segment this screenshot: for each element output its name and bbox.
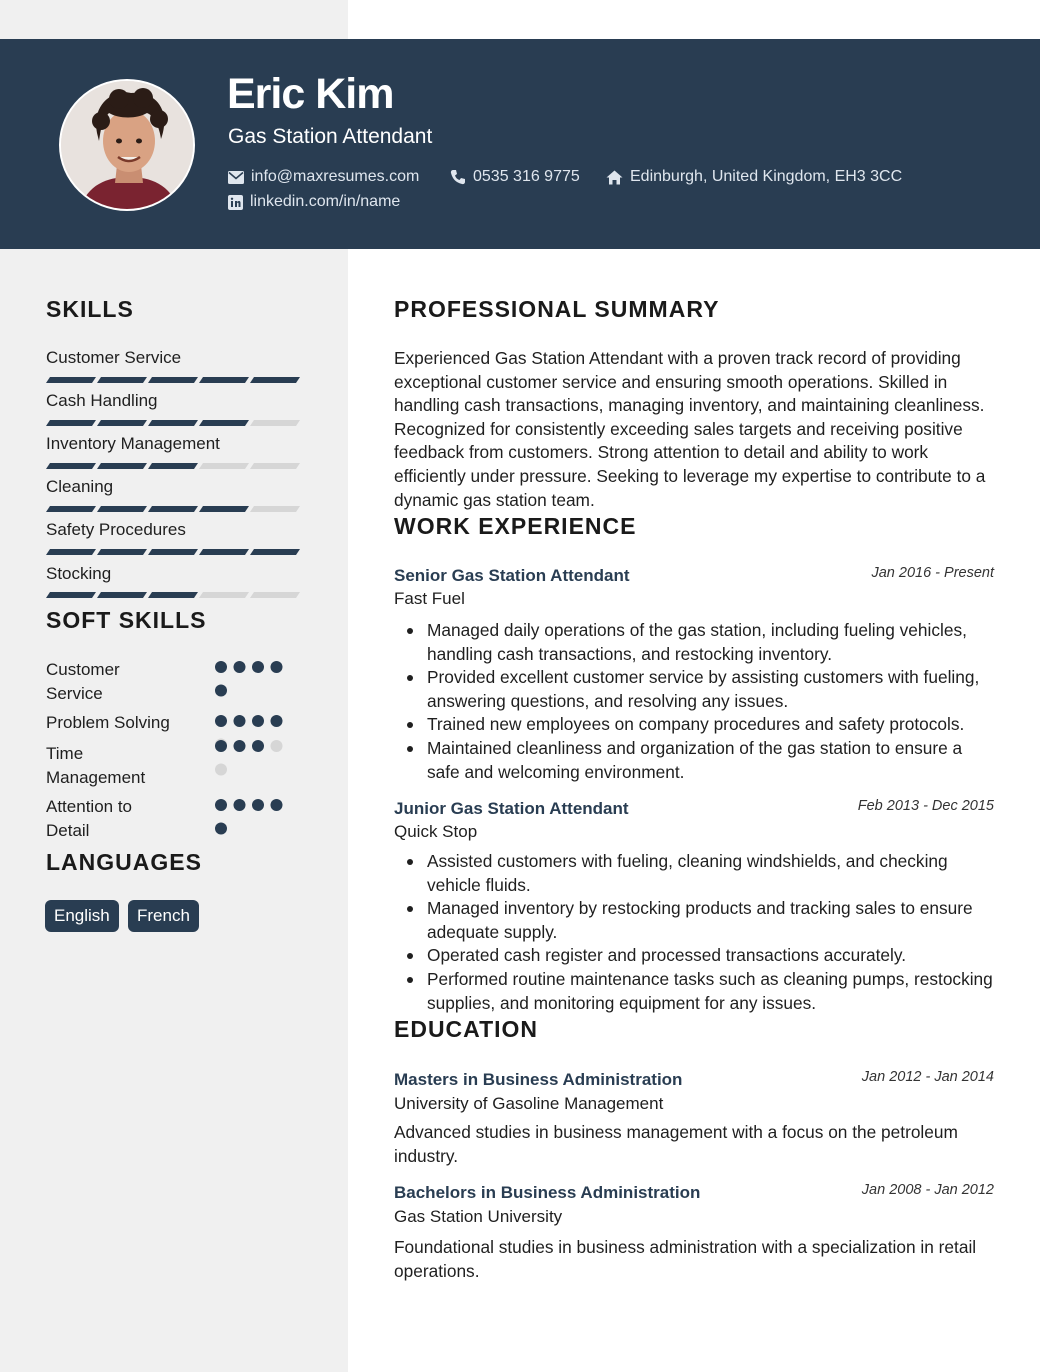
job-bullet: Operated cash register and processed transactions accurately. <box>394 944 998 968</box>
rating-dot <box>271 661 283 673</box>
degree-title: Masters in Business Administration <box>394 1070 683 1089</box>
linkedin-icon <box>228 195 243 210</box>
skill-bar-segment <box>148 592 198 598</box>
rating-dot <box>234 661 246 673</box>
contact-linkedin[interactable] <box>228 193 400 211</box>
skill-level-bar <box>46 463 302 469</box>
soft-skills-heading: SOFT SKILLS <box>46 607 207 633</box>
skill-bar-segment <box>148 549 198 555</box>
skill-level-bar <box>46 420 302 426</box>
job-company: Fast Fuel <box>394 589 465 608</box>
soft-skill-rating <box>214 739 290 779</box>
skill-bar-segment <box>97 506 147 512</box>
skill-bar-segment <box>97 420 147 426</box>
soft-skill-label: Customer Service <box>46 660 120 703</box>
job-bullet: Assisted customers with fueling, cleaning windshields, and checking vehicle fluids. <box>394 850 998 897</box>
job-company: Quick Stop <box>394 822 478 841</box>
skill-level-bar <box>46 377 302 383</box>
skill-label: Stocking <box>46 564 112 583</box>
skill-bar-segment <box>250 463 300 469</box>
experience-heading: WORK EXPERIENCE <box>394 513 637 539</box>
language-tag: French <box>128 900 199 932</box>
degree-dates: Jan 2008 - Jan 2012 <box>861 1182 994 1198</box>
skill-bar-segment <box>250 549 300 555</box>
summary-heading: PROFESSIONAL SUMMARY <box>394 296 720 322</box>
soft-skill-rating <box>214 798 290 838</box>
rating-dot <box>234 715 246 727</box>
rating-dot <box>271 740 283 752</box>
skill-bar-segment <box>46 549 96 555</box>
skill-level-bar <box>46 506 302 512</box>
languages-heading: LANGUAGES <box>46 849 202 875</box>
job-bullet: Trained new employees on company procedures and safety protocols. <box>394 713 998 737</box>
skill-label: Cleaning <box>46 477 114 496</box>
degree-description: Foundational studies in business administration with a specialization in retail operations. <box>394 1237 977 1281</box>
candidate-job-title: Gas Station Attendant <box>228 125 433 148</box>
job-bullets <box>394 850 998 1015</box>
rating-dot <box>215 764 227 776</box>
job-bullet: Performed routine maintenance tasks such as cleaning pumps, restocking supplies, and monitoring equipment for any issues. <box>394 968 998 1015</box>
skill-bar-segment <box>97 377 147 383</box>
skill-bar-segment <box>148 420 198 426</box>
skill-bar-segment <box>97 549 147 555</box>
job-dates: Jan 2016 - Present <box>871 565 994 581</box>
home-icon <box>606 170 623 185</box>
rating-dot <box>271 715 283 727</box>
skill-bar-segment <box>46 420 96 426</box>
rating-dot <box>215 740 227 752</box>
school-name: Gas Station University <box>394 1207 563 1226</box>
skill-bar-segment <box>199 549 249 555</box>
contact-phone-text: 0535 316 9775 <box>473 168 580 185</box>
skill-bar-segment <box>148 463 198 469</box>
skill-label: Safety Procedures <box>46 520 186 539</box>
degree-dates: Jan 2012 - Jan 2014 <box>861 1069 994 1085</box>
skill-bar-segment <box>250 377 300 383</box>
rating-dot <box>215 715 227 727</box>
skill-bar-segment <box>250 506 300 512</box>
rating-dot <box>215 685 227 697</box>
skill-bar-segment <box>46 377 96 383</box>
skill-label: Inventory Management <box>46 434 220 453</box>
skill-bar-segment <box>148 506 198 512</box>
degree-description: Advanced studies in business management with a focus on the petroleum industry. <box>394 1122 958 1166</box>
skill-level-bar <box>46 592 302 598</box>
summary-text: Experienced Gas Station Attendant with a proven track record of providing exceptional customer service and ensuring smooth operations. Skilled in handling cash transactions, managing inventory, and maintaining cleanliness. Recognized for consistently exceeding sales targets and receiving positive feedback from customers. Strong attention to detail and ability to work efficiently under pressure. Seeking to leverage my expertise to contribute to a dynamic gas station team. <box>394 348 986 510</box>
school-name: University of Gasoline Management <box>394 1094 664 1113</box>
contact-email-text: info@maxresumes.com <box>251 168 420 185</box>
rating-dot <box>252 715 264 727</box>
skill-bar-segment <box>199 506 249 512</box>
language-tag: English <box>45 900 119 932</box>
job-bullet: Provided excellent customer service by assisting customers with fueling, answering questions, and resolving any issues. <box>394 666 998 713</box>
rating-dot <box>215 799 227 811</box>
rating-dot <box>234 799 246 811</box>
skill-bar-segment <box>199 463 249 469</box>
profile-photo <box>59 79 195 211</box>
job-bullet: Managed daily operations of the gas station, including fueling vehicles, handling cash transactions, and restocking inventory. <box>394 619 998 666</box>
job-bullet: Maintained cleanliness and organization of the gas station to ensure a safe and welcoming environment. <box>394 737 998 784</box>
soft-skill-label: Time Management <box>46 744 146 787</box>
envelope-icon <box>228 171 244 184</box>
candidate-name: Eric Kim <box>227 70 394 118</box>
rating-dot <box>271 799 283 811</box>
skill-bar-segment <box>199 420 249 426</box>
skill-label: Customer Service <box>46 348 182 367</box>
phone-icon <box>450 169 466 185</box>
rating-dot <box>252 799 264 811</box>
job-dates: Feb 2013 - Dec 2015 <box>857 798 994 814</box>
rating-dot <box>252 740 264 752</box>
skill-bar-segment <box>46 506 96 512</box>
skill-bar-segment <box>250 592 300 598</box>
education-heading: EDUCATION <box>394 1016 539 1042</box>
rating-dot <box>215 661 227 673</box>
rating-dot <box>234 740 246 752</box>
contact-linkedin-text: linkedin.com/in/name <box>250 193 401 210</box>
soft-skill-label: Attention to Detail <box>46 797 133 840</box>
rating-dot <box>215 823 227 835</box>
rating-dot <box>252 661 264 673</box>
skill-bar-segment <box>199 377 249 383</box>
skill-bar-segment <box>46 463 96 469</box>
skill-label: Cash Handling <box>46 391 158 410</box>
skill-bar-segment <box>199 592 249 598</box>
skill-bar-segment <box>148 377 198 383</box>
job-bullets <box>394 619 998 784</box>
soft-skill-label: Problem Solving <box>46 713 170 732</box>
skill-bar-segment <box>97 463 147 469</box>
job-title: Senior Gas Station Attendant <box>394 566 630 585</box>
job-bullet: Managed inventory by restocking products and tracking sales to ensure adequate supply. <box>394 897 998 944</box>
soft-skill-rating <box>214 660 290 700</box>
skill-bar-segment <box>97 592 147 598</box>
job-title: Junior Gas Station Attendant <box>394 799 629 818</box>
contact-location <box>606 168 902 186</box>
skill-level-bar <box>46 549 302 555</box>
skill-bar-segment <box>250 420 300 426</box>
contact-email[interactable] <box>228 168 419 186</box>
skills-heading: SKILLS <box>46 296 134 322</box>
contact-phone[interactable] <box>450 168 580 186</box>
skill-bar-segment <box>46 592 96 598</box>
degree-title: Bachelors in Business Administration <box>394 1183 701 1202</box>
contact-location-text: Edinburgh, United Kingdom, EH3 3CC <box>630 168 903 185</box>
